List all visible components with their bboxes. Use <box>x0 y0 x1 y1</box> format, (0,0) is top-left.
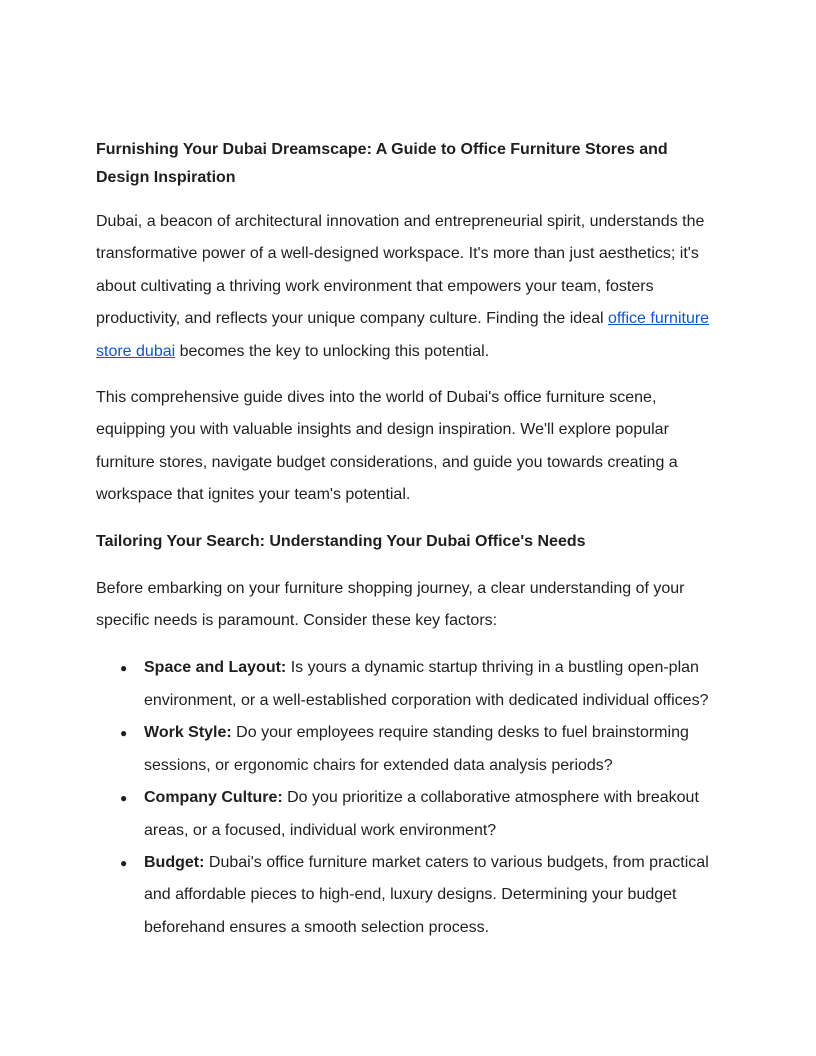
list-item <box>96 717 720 782</box>
factor-text: Do your employees require standing desks to fuel brainstorming sessions, or ergonomic chairs for extended data analysis periods? <box>144 724 689 774</box>
intro-text-start: Dubai, a beacon of architectural innovation and entrepreneurial spirit, understands the transformative power of a well-designed workspace. It's more than just aesthetics; it's about cultivating a thriving work environment that empowers your team, fosters productivity, and reflects your unique company culture. Finding the ideal <box>96 213 705 328</box>
intro-paragraph <box>96 206 720 368</box>
bullet-icon: ● <box>120 726 128 741</box>
factor-label: Budget: <box>144 853 205 871</box>
factor-label: Space and Layout: <box>144 659 287 677</box>
section-heading: Tailoring Your Search: Understanding Your Dubai Office's Needs <box>96 532 586 550</box>
bullet-icon: ● <box>120 791 128 806</box>
list-item <box>96 652 720 717</box>
factor-label: Company Culture: <box>144 789 283 807</box>
factor-text: Dubai's office furniture market caters to various budgets, from practical and affordable pieces to high-end, luxury designs. Determining your budget beforehand ensures a smooth selection process. <box>144 853 709 936</box>
factor-text: Is yours a dynamic startup thriving in a bustling open-plan environment, or a well-established corporation with dedicated individual offices? <box>144 659 709 709</box>
document-page <box>96 136 720 944</box>
document-title: Furnishing Your Dubai Dreamscape: A Guide to Office Furniture Stores and Design Inspiration <box>96 141 668 186</box>
bullet-icon: ● <box>120 855 128 870</box>
bullet-icon: ● <box>120 661 128 676</box>
factor-label: Work Style: <box>144 724 232 742</box>
list-item <box>96 782 720 847</box>
guide-paragraph: This comprehensive guide dives into the world of Dubai's office furniture scene, equipping you with valuable insights and design inspiration. We'll explore popular furniture stores, navigate budget considerations, and guide you towards creating a workspace that ignites your team's potential. <box>96 389 678 504</box>
list-item <box>96 847 720 944</box>
section-intro-paragraph: Before embarking on your furniture shopping journey, a clear understanding of your specific needs is paramount. Consider these key factors: <box>96 579 685 630</box>
factor-text: Do you prioritize a collaborative atmosphere with breakout areas, or a focused, individual work environment? <box>144 789 699 839</box>
intro-text-end: becomes the key to unlocking this potential. <box>175 342 490 360</box>
factors-list <box>96 652 720 944</box>
office-furniture-store-link[interactable]: office furniture store dubai <box>96 310 710 360</box>
